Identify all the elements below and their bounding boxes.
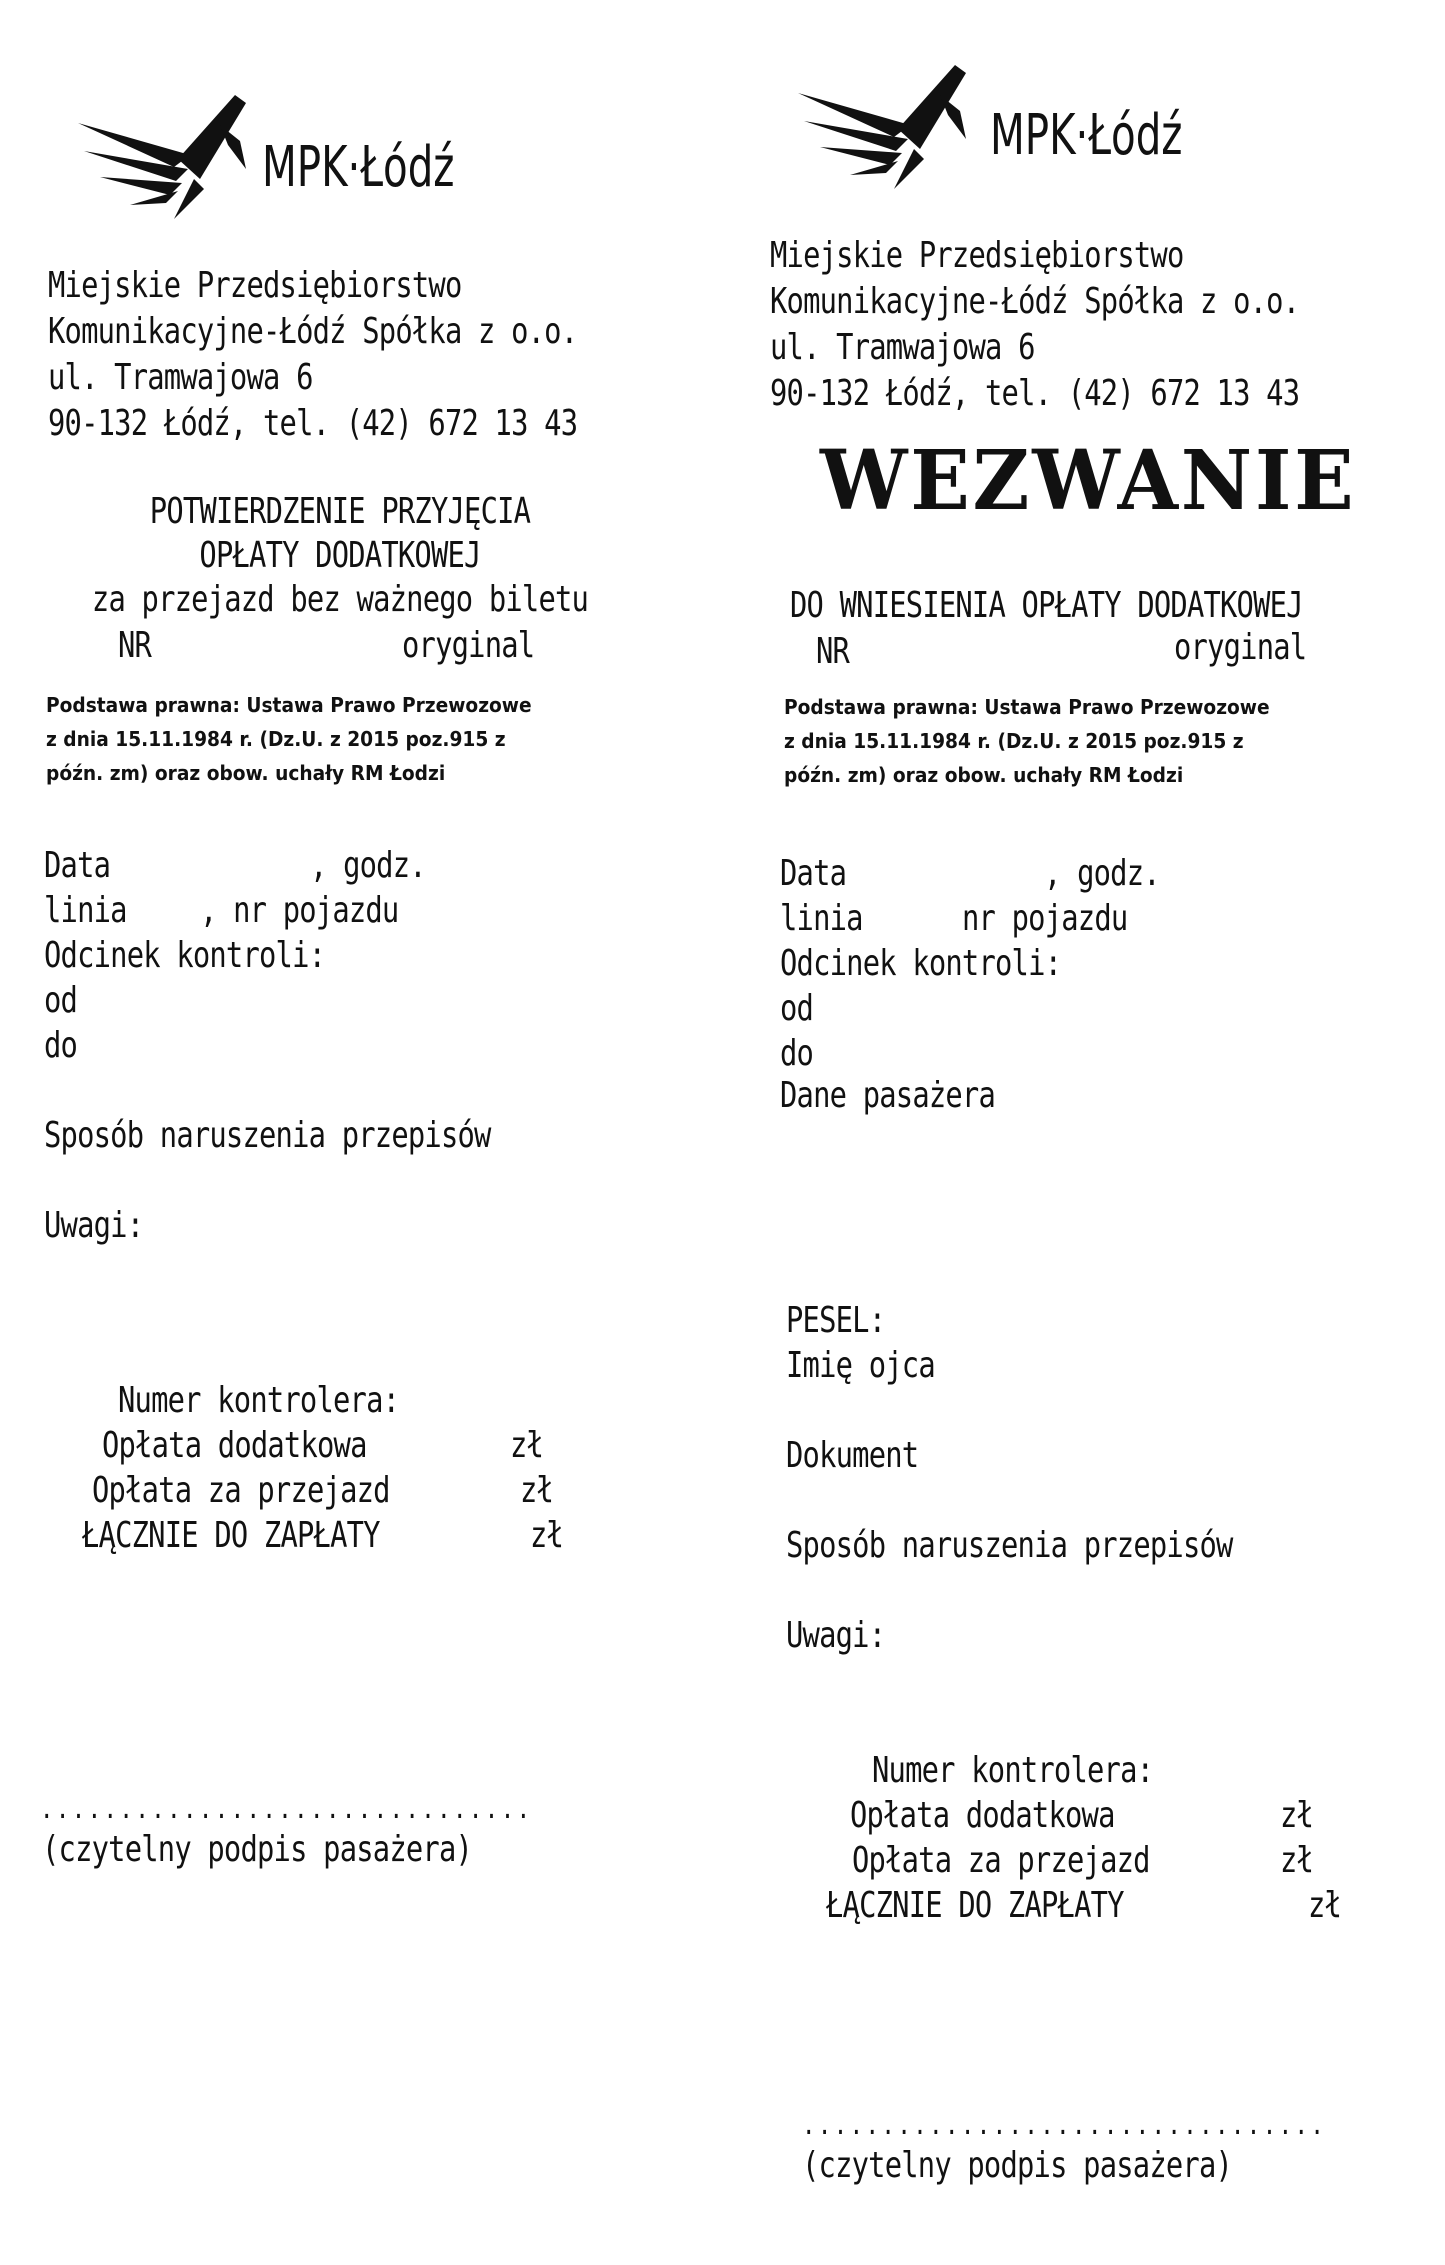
vehicle-number-label: nr pojazdu [962, 898, 1128, 939]
date-label: Data [780, 853, 847, 894]
brand-name: MPK·Łódź [990, 103, 1183, 168]
company-line-3: ul. Tramwajowa 6 [770, 327, 1035, 368]
controller-number-label: Numer kontrolera: [118, 1380, 400, 1421]
line-label: linia [44, 890, 127, 931]
company-line-3: ul. Tramwajowa 6 [48, 357, 313, 398]
additional-fee-currency: zł [1280, 1795, 1314, 1836]
total-label: ŁĄCZNIE DO ZAPŁATY [826, 1885, 1124, 1926]
vehicle-number-label: , nr pojazdu [200, 890, 399, 931]
signature-line: ................................. [802, 2108, 1327, 2141]
document-title: WEZWANIE [820, 433, 1357, 529]
father-name-label: Imię ojca [786, 1345, 935, 1386]
total-currency: zł [530, 1515, 564, 1556]
additional-fee-label: Opłata dodatkowa [850, 1795, 1115, 1836]
heading-line-1: POTWIERDZENIE PRZYJĘCIA [149, 491, 531, 532]
nr-label: NR [118, 625, 152, 666]
legal-basis-line-3: późn. zm) oraz obow. uchały RM Łodzi [46, 761, 446, 785]
mpk-bird-logo-icon [790, 55, 980, 195]
nr-label: NR [816, 631, 850, 672]
to-label: do [44, 1025, 78, 1066]
company-line-1: Miejskie Przedsiębiorstwo [48, 265, 462, 306]
legal-basis-line-1: Podstawa prawna: Ustawa Prawo Przewozowe [46, 693, 532, 717]
fare-label: Opłata za przejazd [852, 1840, 1150, 1881]
company-line-2: Komunikacyjne-Łódź Spółka z o.o. [48, 311, 578, 352]
time-label: , godz. [1044, 853, 1160, 894]
legal-basis-line-2: z dnia 15.11.1984 r. (Dz.U. z 2015 poz.915 z [46, 727, 506, 751]
heading-line-3: za przejazd bez ważnego biletu [91, 579, 589, 620]
date-label: Data [44, 845, 111, 886]
receipt-summons [740, 0, 1440, 2265]
section-label: Odcinek kontroli: [44, 935, 326, 976]
additional-fee-label: Opłata dodatkowa [102, 1425, 367, 1466]
from-label: od [44, 980, 78, 1021]
from-label: od [780, 988, 814, 1029]
signature-line: ............................... [40, 1792, 533, 1825]
brand-name: MPK·Łódź [262, 135, 455, 200]
line-label: linia [780, 898, 863, 939]
copy-label: oryginal [402, 625, 535, 666]
time-label: , godz. [310, 845, 426, 886]
legal-basis-line-2: z dnia 15.11.1984 r. (Dz.U. z 2015 poz.915 z [784, 729, 1244, 753]
fare-label: Opłata za przejazd [92, 1470, 390, 1511]
copy-label: oryginal [1174, 627, 1307, 668]
legal-basis-line-1: Podstawa prawna: Ustawa Prawo Przewozowe [784, 695, 1270, 719]
additional-fee-currency: zł [510, 1425, 544, 1466]
document-subtitle: DO WNIESIENIA OPŁATY DODATKOWEJ [790, 585, 1303, 626]
signature-label: (czytelny podpis pasażera) [42, 1829, 473, 1870]
company-line-2: Komunikacyjne-Łódź Spółka z o.o. [770, 281, 1300, 322]
fare-currency: zł [520, 1470, 554, 1511]
violation-label: Sposób naruszenia przepisów [786, 1525, 1233, 1566]
total-label: ŁĄCZNIE DO ZAPŁATY [82, 1515, 380, 1556]
violation-label: Sposób naruszenia przepisów [44, 1115, 491, 1156]
heading-line-2: OPŁATY DODATKOWEJ [199, 535, 481, 576]
pesel-label: PESEL: [786, 1300, 886, 1341]
fare-currency: zł [1280, 1840, 1314, 1881]
passenger-data-label: Dane pasażera [780, 1075, 996, 1116]
controller-number-label: Numer kontrolera: [872, 1750, 1154, 1791]
to-label: do [780, 1033, 814, 1074]
section-label: Odcinek kontroli: [780, 943, 1062, 984]
remarks-label: Uwagi: [44, 1205, 144, 1246]
remarks-label: Uwagi: [786, 1615, 886, 1656]
receipt-confirmation [0, 0, 700, 2265]
legal-basis-line-3: późn. zm) oraz obow. uchały RM Łodzi [784, 763, 1184, 787]
company-line-1: Miejskie Przedsiębiorstwo [770, 235, 1184, 276]
mpk-bird-logo-icon [70, 85, 260, 225]
id-document-label: Dokument [786, 1435, 919, 1476]
company-line-4: 90-132 Łódź, tel. (42) 672 13 43 [770, 373, 1300, 414]
signature-label: (czytelny podpis pasażera) [802, 2145, 1233, 2186]
company-line-4: 90-132 Łódź, tel. (42) 672 13 43 [48, 403, 578, 444]
total-currency: zł [1308, 1885, 1342, 1926]
